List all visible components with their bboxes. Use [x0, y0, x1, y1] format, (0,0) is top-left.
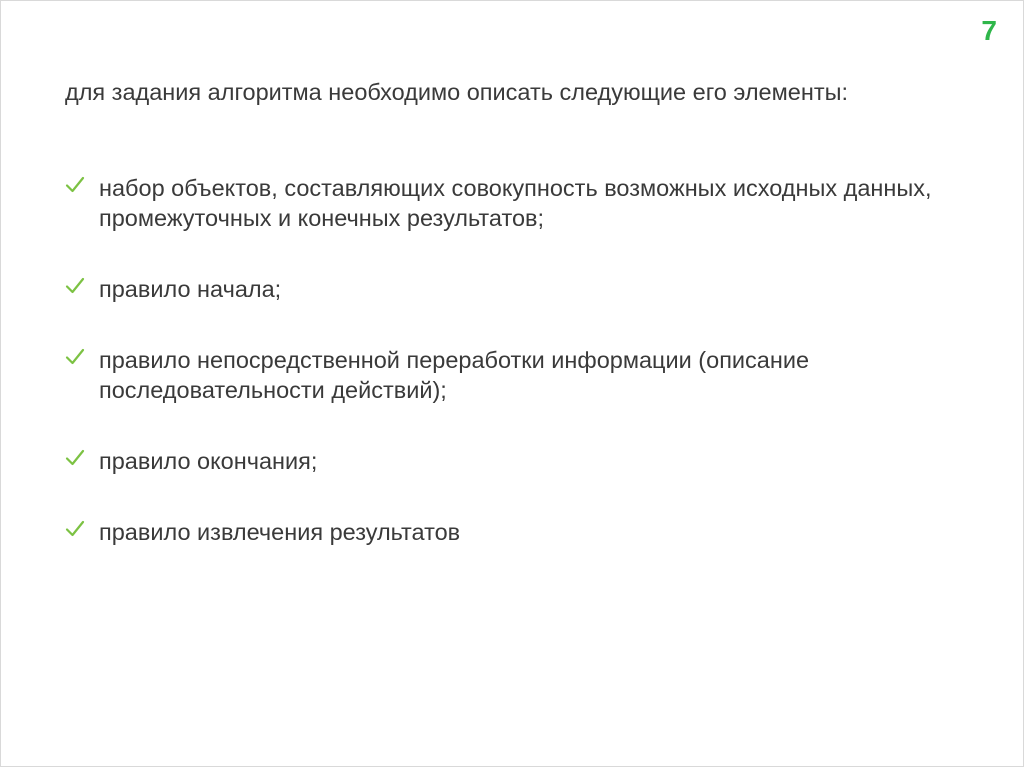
list-item	[65, 173, 945, 233]
list-item-text: правило извлечения результатов	[99, 519, 461, 545]
list-item-text: правило окончания;	[99, 448, 318, 474]
list-item-text: правило непосредственной переработки информации (описание последовательности действий);	[99, 347, 810, 403]
list-item-text: набор объектов, составляющих совокупность возможных исходных данных, промежуточных и конечных результатов;	[99, 175, 932, 231]
list-item	[65, 446, 945, 476]
list-item	[65, 517, 945, 547]
list-item	[65, 345, 945, 405]
check-icon	[65, 274, 99, 304]
check-icon	[65, 173, 99, 203]
bullet-list	[65, 173, 945, 588]
check-icon	[65, 446, 99, 476]
intro-text: для задания алгоритма необходимо описать следующие его элементы:	[65, 79, 849, 105]
list-item	[65, 274, 945, 304]
page-number: 7	[981, 15, 997, 46]
list-item-text: правило начала;	[99, 276, 282, 302]
check-icon	[65, 517, 99, 547]
check-icon	[65, 345, 99, 375]
